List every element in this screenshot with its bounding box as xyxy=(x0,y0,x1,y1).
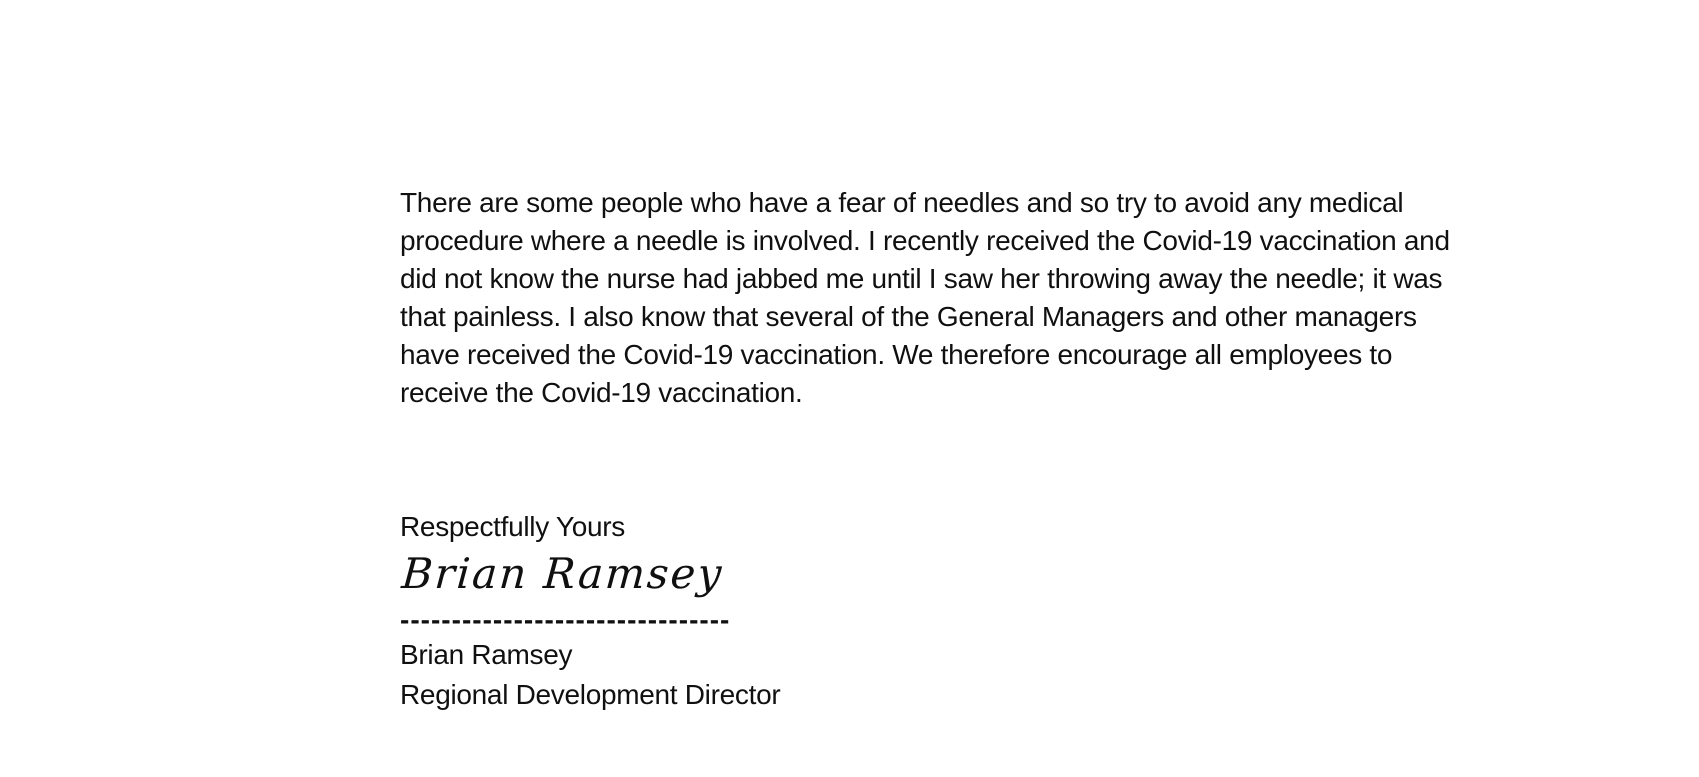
paragraph-line: receive the Covid-19 vaccination. xyxy=(400,377,803,408)
signature-divider-dashes: -------------------------------- xyxy=(400,604,731,635)
closing-phrase: Respectfully Yours xyxy=(400,511,625,542)
paragraph-line: that painless. I also know that several of the General Managers and other managers xyxy=(400,301,1417,332)
sender-title: Regional Development Director xyxy=(400,679,781,710)
letter-paragraph xyxy=(400,184,1530,412)
handwritten-signature: Brian Ramsey xyxy=(400,549,725,598)
paragraph-line: procedure where a needle is involved. I recently received the Covid-19 vaccination and xyxy=(400,225,1450,256)
sender-name: Brian Ramsey xyxy=(400,639,573,670)
letter-body xyxy=(400,184,1530,714)
paragraph-line: did not know the nurse had jabbed me until I saw her throwing away the needle; it was xyxy=(400,263,1443,294)
paragraph-line: have received the Covid-19 vaccination. We therefore encourage all employees to xyxy=(400,339,1393,370)
paragraph-line: There are some people who have a fear of needles and so try to avoid any medical xyxy=(400,187,1404,218)
